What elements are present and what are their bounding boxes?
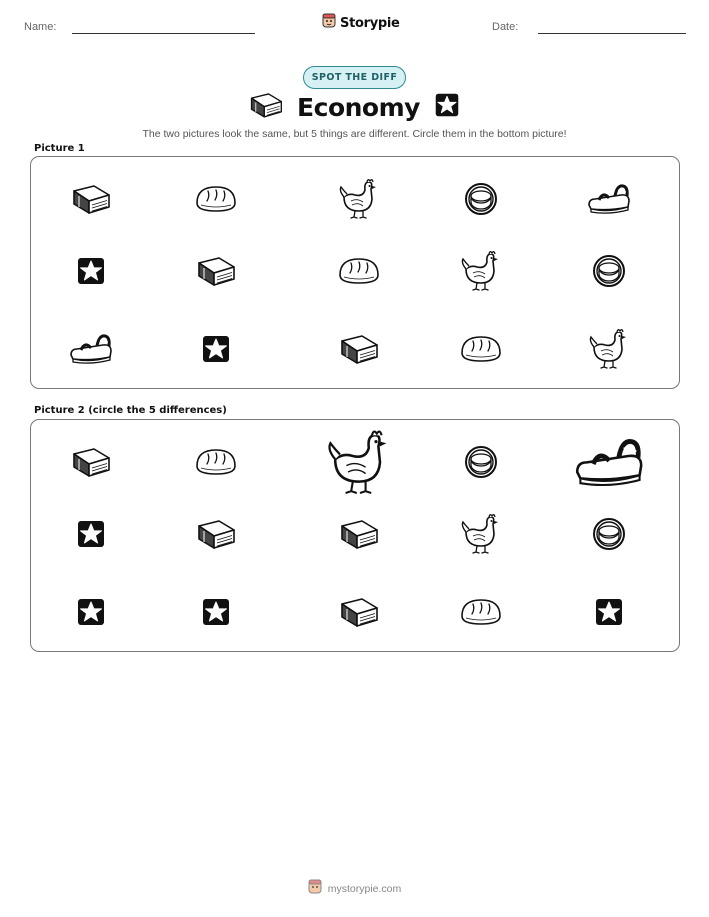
picture-1-book-icon <box>330 325 388 373</box>
picture-1-panel <box>30 156 680 389</box>
picture-1-chicken-icon <box>452 247 510 295</box>
date-field[interactable] <box>538 33 686 34</box>
picture-2-bread-icon[interactable] <box>187 438 245 486</box>
picture-1-book-icon <box>62 175 120 223</box>
footer-url: mystorypie.com <box>327 883 402 895</box>
brand-name: Storypie <box>340 15 400 31</box>
name-label: Name: <box>24 21 57 33</box>
picture-2-bread-icon[interactable] <box>452 588 510 636</box>
picture-2-coin-icon[interactable] <box>580 510 638 558</box>
picture-1-sandal-icon <box>580 175 638 223</box>
picture-1-chicken-icon <box>330 175 388 223</box>
picture-1-bread-icon <box>330 247 388 295</box>
picture-2-book-icon[interactable] <box>62 438 120 486</box>
picture-2-chicken-icon[interactable] <box>452 510 510 558</box>
footer <box>0 879 709 899</box>
instructions: The two pictures look the same, but 5 things are different. Circle them in the bottom picture! <box>142 128 567 140</box>
picture-2-sandal-icon[interactable] <box>563 424 656 501</box>
picture-1-chicken-icon <box>580 325 638 373</box>
picture-1-bread-icon <box>187 175 245 223</box>
picture-1-bread-icon <box>452 325 510 373</box>
star-icon <box>434 92 460 123</box>
picture-2-book-icon[interactable] <box>187 510 245 558</box>
picture-2-book-icon[interactable] <box>330 510 388 558</box>
date-label: Date: <box>492 21 519 33</box>
title-row <box>0 92 709 123</box>
picture-1-label: Picture 1 <box>34 143 85 154</box>
picture-2-star-icon[interactable] <box>187 588 245 636</box>
picture-1-coin-icon <box>452 175 510 223</box>
picture-2-star-icon[interactable] <box>62 510 120 558</box>
book-icon <box>249 92 283 123</box>
picture-1-book-icon <box>187 247 245 295</box>
picture-2-chicken-icon[interactable] <box>313 424 406 501</box>
storypie-mascot-icon <box>308 879 322 899</box>
name-field[interactable] <box>72 33 255 34</box>
picture-2-book-icon[interactable] <box>330 588 388 636</box>
picture-1-coin-icon <box>580 247 638 295</box>
picture-2-star-icon[interactable] <box>62 588 120 636</box>
picture-1-star-icon <box>187 325 245 373</box>
picture-2-coin-icon[interactable] <box>452 438 510 486</box>
worksheet-type-badge: SPOT THE DIFF <box>303 66 406 89</box>
storypie-mascot-icon <box>322 13 336 33</box>
brand-logo <box>322 13 400 33</box>
page-title: Economy <box>297 93 420 122</box>
picture-1-sandal-icon <box>62 325 120 373</box>
picture-2-star-icon[interactable] <box>580 588 638 636</box>
picture-2-panel[interactable] <box>30 419 680 652</box>
picture-1-star-icon <box>62 247 120 295</box>
picture-2-label: Picture 2 (circle the 5 differences) <box>34 405 227 416</box>
